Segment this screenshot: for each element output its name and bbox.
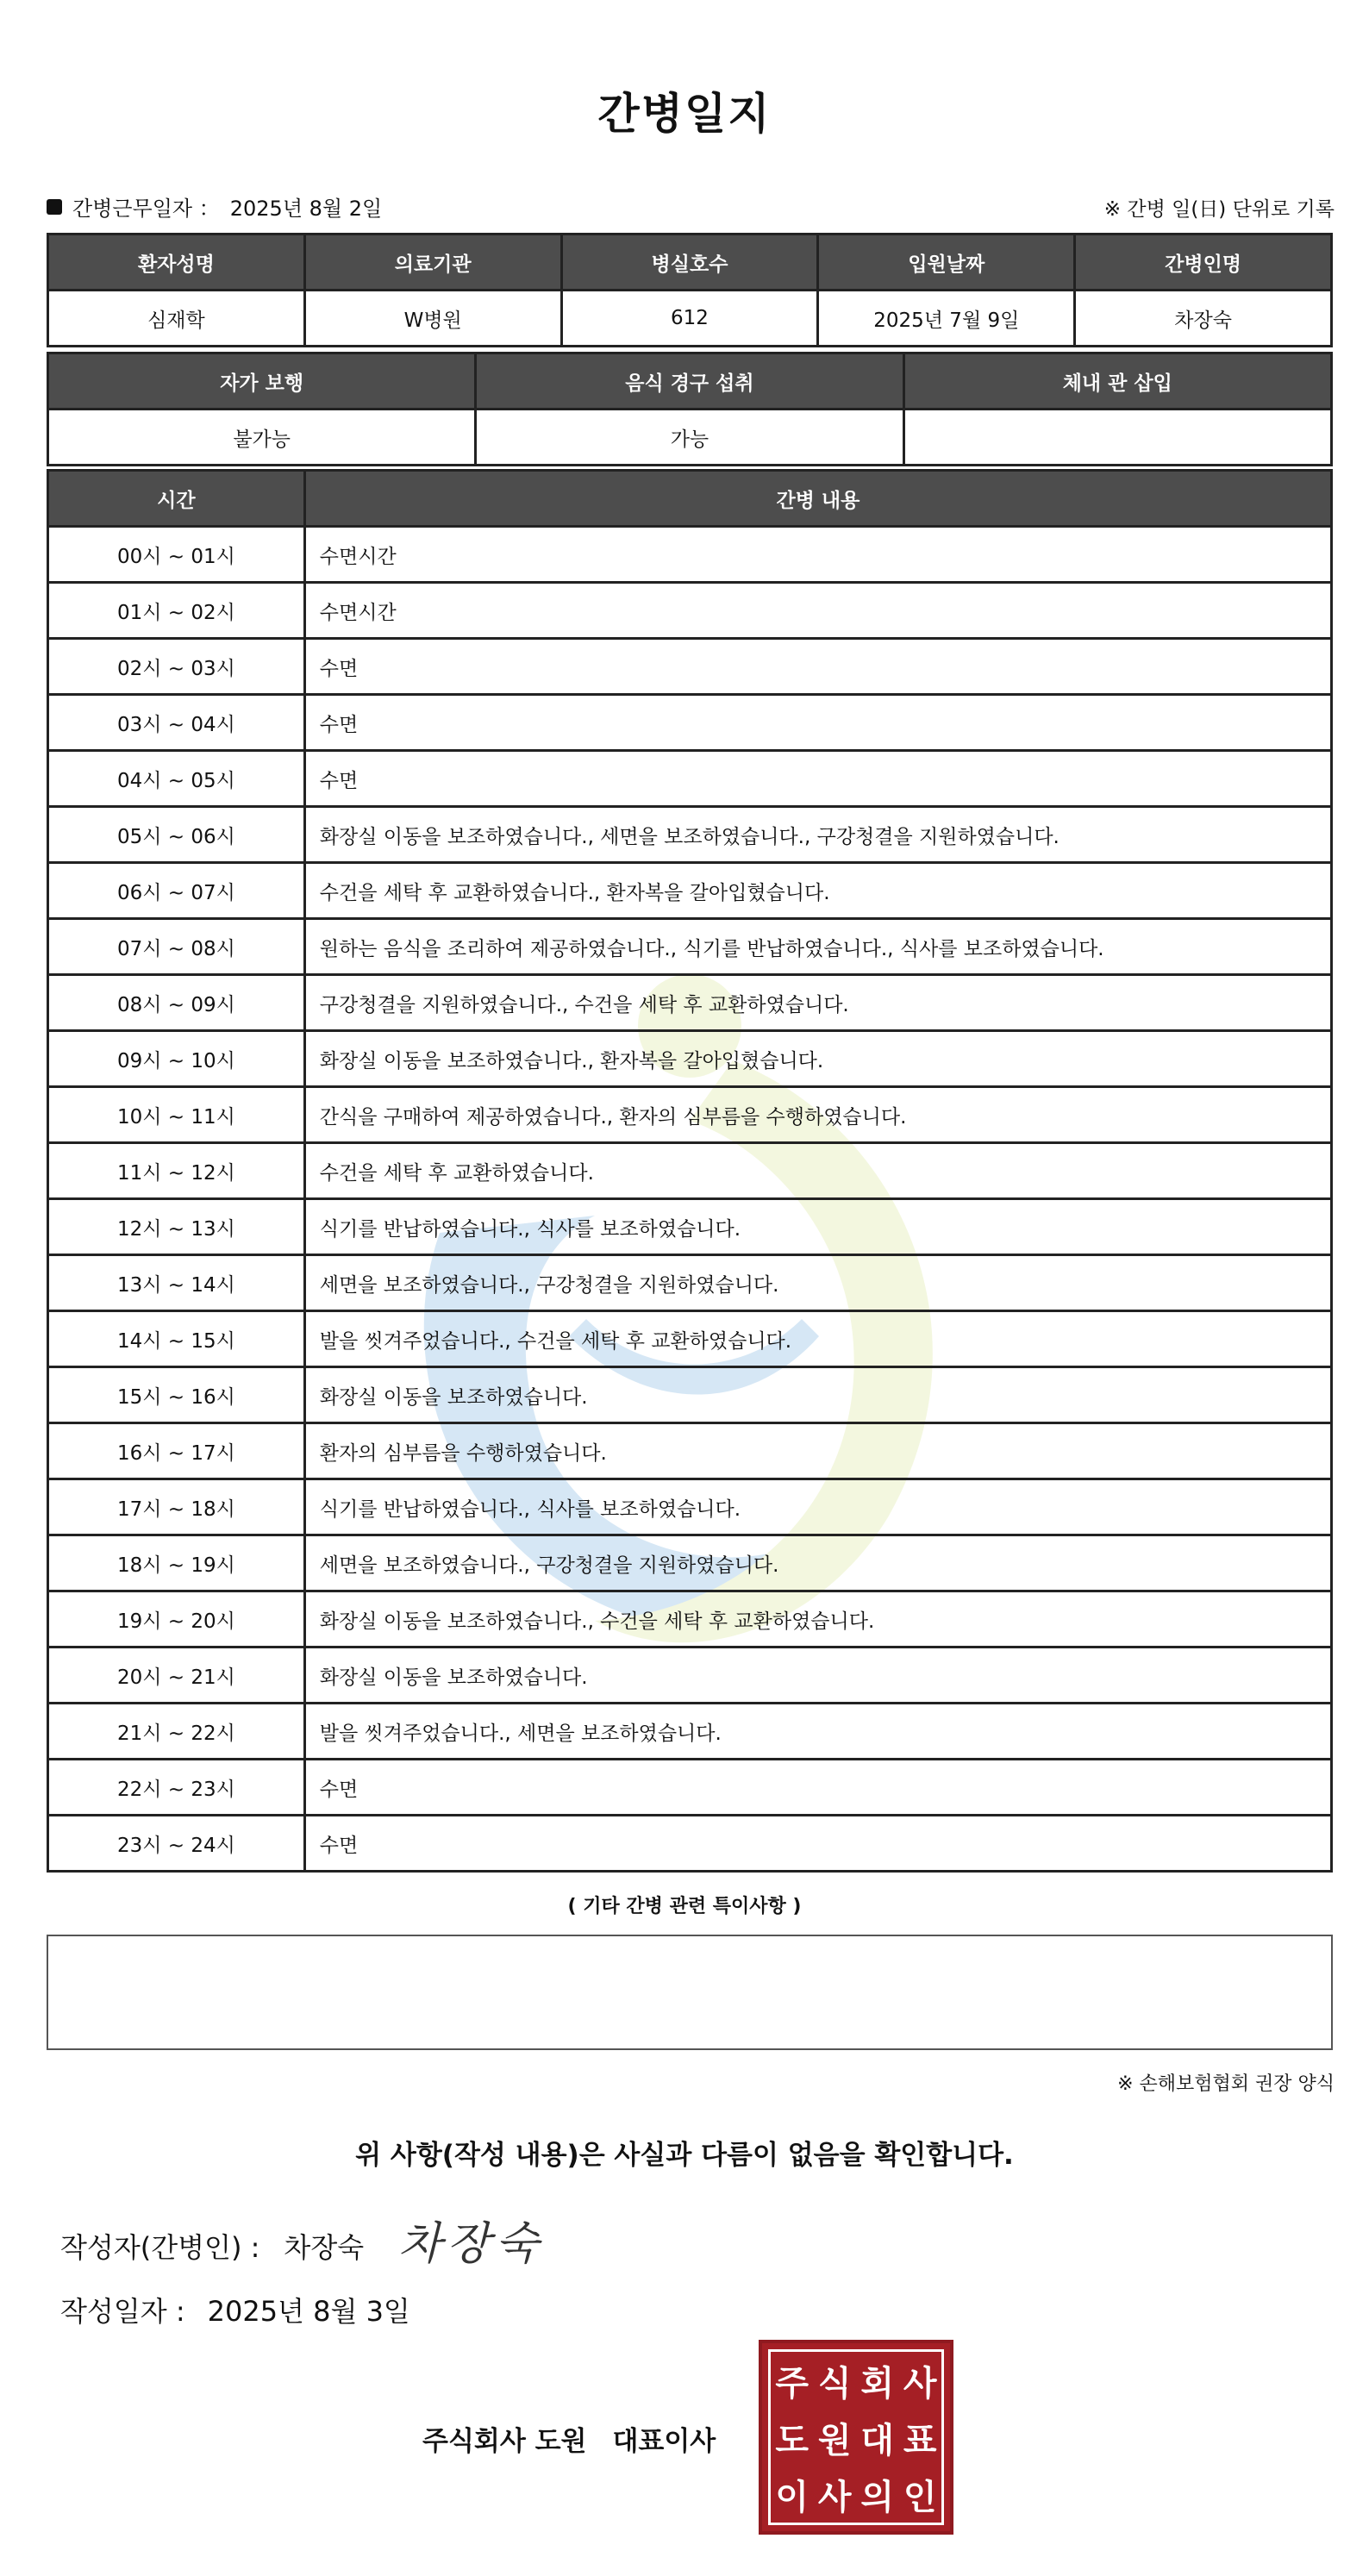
writer-line: [60, 2226, 364, 2266]
patient-status-table: [47, 352, 1333, 466]
admission-date: 2025년 7월 9일: [818, 291, 1075, 347]
seal-inner-border: [768, 2349, 944, 2525]
log-time: 17시 ~ 18시: [48, 1479, 305, 1535]
log-content: 수면시간: [304, 527, 1331, 583]
table-row: [48, 1311, 1332, 1367]
log-content: 수면시간: [304, 583, 1331, 639]
room-number: 612: [561, 291, 818, 347]
care-log-table: [47, 469, 1333, 1873]
seal-character: 표: [903, 2420, 937, 2460]
header-patient-name: 환자성명: [48, 234, 305, 291]
seal-character: 인: [903, 2477, 937, 2517]
seal-character: 대: [860, 2420, 895, 2460]
table-row: [48, 1199, 1332, 1255]
header-caregiver: 간병인명: [1075, 234, 1332, 291]
table-row: [48, 583, 1332, 639]
seal-character: 회: [860, 2363, 895, 2404]
log-content: 발을 씻겨주었습니다., 세면을 보조하였습니다.: [304, 1704, 1331, 1760]
log-content: 환자의 심부름을 수행하였습니다.: [304, 1423, 1331, 1479]
work-date-value: 2025년 8월 2일: [229, 197, 383, 221]
patient-value-row: [48, 291, 1332, 347]
table-row: [48, 1031, 1332, 1087]
seal-character: 의: [860, 2477, 895, 2517]
writer-label: 작성자(간병인) :: [60, 2231, 260, 2264]
log-content: 구강청결을 지원하였습니다., 수건을 세탁 후 교환하였습니다.: [304, 975, 1331, 1031]
company-line: [422, 2419, 716, 2458]
log-content: 수건을 세탁 후 교환하였습니다., 환자복을 갈아입혔습니다.: [304, 863, 1331, 919]
table-row: [48, 1816, 1332, 1872]
seal-character: 이: [775, 2477, 810, 2517]
log-content: 발을 씻겨주었습니다., 수건을 세탁 후 교환하였습니다.: [304, 1311, 1331, 1367]
tube-insertion-value: [903, 410, 1331, 466]
table-row: [48, 1423, 1332, 1479]
log-content: 식기를 반납하였습니다., 식사를 보조하였습니다.: [304, 1199, 1331, 1255]
hospital-name: W병원: [304, 291, 561, 347]
table-row: [48, 863, 1332, 919]
caregiver-name: 차장숙: [1075, 291, 1332, 347]
page-title: 간병일지: [597, 89, 772, 139]
written-date-label: 작성일자 :: [60, 2295, 185, 2328]
written-date-line: [60, 2290, 410, 2329]
log-time: 23시 ~ 24시: [48, 1816, 305, 1872]
patient-info-table: [47, 233, 1333, 347]
table-row: [48, 1479, 1332, 1535]
seal-character: 원: [817, 2420, 852, 2460]
seal-character: 식: [817, 2363, 852, 2404]
log-time: 18시 ~ 19시: [48, 1535, 305, 1591]
log-content: 세면을 보조하였습니다., 구강청결을 지원하였습니다.: [304, 1255, 1331, 1311]
log-content: 화장실 이동을 보조하였습니다.: [304, 1367, 1331, 1423]
seal-character: 주: [775, 2363, 810, 2404]
log-time: 20시 ~ 21시: [48, 1648, 305, 1704]
company-seal: [759, 2340, 953, 2535]
log-time: 19시 ~ 20시: [48, 1591, 305, 1648]
table-row: [48, 1535, 1332, 1591]
written-date-value: 2025년 8월 3일: [207, 2295, 410, 2328]
company-title: 대표이사: [612, 2426, 716, 2457]
log-time: 03시 ~ 04시: [48, 695, 305, 751]
table-row: [48, 751, 1332, 807]
log-time: 14시 ~ 15시: [48, 1311, 305, 1367]
seal-character: 도: [775, 2420, 810, 2460]
header-care-content: 간병 내용: [304, 471, 1331, 527]
notes-title: ( 기타 간병 관련 특이사항 ): [567, 1896, 802, 1917]
footer-note: ※ 손해보험협회 권장 양식: [1117, 2073, 1335, 2095]
log-content: 식기를 반납하였습니다., 식사를 보조하였습니다.: [304, 1479, 1331, 1535]
log-time: 12시 ~ 13시: [48, 1199, 305, 1255]
table-row: [48, 919, 1332, 975]
log-time: 13시 ~ 14시: [48, 1255, 305, 1311]
table-row: [48, 1255, 1332, 1311]
log-time: 10시 ~ 11시: [48, 1087, 305, 1143]
log-time: 00시 ~ 01시: [48, 527, 305, 583]
table-row: [48, 639, 1332, 695]
oral-intake-value: 가능: [476, 410, 903, 466]
log-content: 수면: [304, 751, 1331, 807]
header-admission-date: 입원날짜: [818, 234, 1075, 291]
log-time: 15시 ~ 16시: [48, 1367, 305, 1423]
log-time: 05시 ~ 06시: [48, 807, 305, 863]
patient-name: 심재학: [48, 291, 305, 347]
header-room: 병실호수: [561, 234, 818, 291]
log-time: 21시 ~ 22시: [48, 1704, 305, 1760]
work-date-label: 간병근무일자 ：: [72, 197, 220, 221]
seal-character: 사: [903, 2363, 937, 2404]
header-oral-intake: 음식 경구 섭취: [476, 353, 903, 410]
log-time: 02시 ~ 03시: [48, 639, 305, 695]
log-time: 11시 ~ 12시: [48, 1143, 305, 1199]
log-time: 16시 ~ 17시: [48, 1423, 305, 1479]
status-header-row: [48, 353, 1332, 410]
log-content: 화장실 이동을 보조하였습니다., 수건을 세탁 후 교환하였습니다.: [304, 1591, 1331, 1648]
writer-name: 차장숙: [284, 2231, 365, 2264]
log-content: 수면: [304, 1760, 1331, 1816]
company-name: 주식회사 도원: [422, 2426, 587, 2457]
log-time: 09시 ~ 10시: [48, 1031, 305, 1087]
log-content: 세면을 보조하였습니다., 구강청결을 지원하였습니다.: [304, 1535, 1331, 1591]
table-row: [48, 807, 1332, 863]
table-row: [48, 1704, 1332, 1760]
table-row: [48, 1087, 1332, 1143]
header-time: 시간: [48, 471, 305, 527]
header-self-walking: 자가 보행: [48, 353, 476, 410]
log-content: 수면: [304, 639, 1331, 695]
log-content: 수면: [304, 1816, 1331, 1872]
log-content: 화장실 이동을 보조하였습니다.: [304, 1648, 1331, 1704]
log-content: 원하는 음식을 조리하여 제공하였습니다., 식기를 반납하였습니다., 식사를 보조하였습니다.: [304, 919, 1331, 975]
patient-header-row: [48, 234, 1332, 291]
log-time: 04시 ~ 05시: [48, 751, 305, 807]
log-content: 수건을 세탁 후 교환하였습니다.: [304, 1143, 1331, 1199]
log-content: 화장실 이동을 보조하였습니다., 세면을 보조하였습니다., 구강청결을 지원하였습니다.: [304, 807, 1331, 863]
log-time: 07시 ~ 08시: [48, 919, 305, 975]
header-tube-insertion: 체내 관 삽입: [903, 353, 1331, 410]
handwritten-signature: 차장숙: [398, 2218, 544, 2270]
unit-note: ※ 간병 일(日) 단위로 기록: [1103, 198, 1335, 221]
notes-box: [47, 1935, 1333, 2050]
table-row: [48, 1367, 1332, 1423]
table-row: [48, 1760, 1332, 1816]
log-time: 06시 ~ 07시: [48, 863, 305, 919]
log-content: 화장실 이동을 보조하였습니다., 환자복을 갈아입혔습니다.: [304, 1031, 1331, 1087]
header-hospital: 의료기관: [304, 234, 561, 291]
table-row: [48, 1143, 1332, 1199]
status-value-row: [48, 410, 1332, 466]
table-row: [48, 975, 1332, 1031]
log-content: 간식을 구매하여 제공하였습니다., 환자의 심부름을 수행하였습니다.: [304, 1087, 1331, 1143]
log-content: 수면: [304, 695, 1331, 751]
log-time: 22시 ~ 23시: [48, 1760, 305, 1816]
self-walking-value: 불가능: [48, 410, 476, 466]
table-row: [48, 1591, 1332, 1648]
confirmation-statement: 위 사항(작성 내용)은 사실과 다름이 없음을 확인합니다.: [355, 2140, 1014, 2171]
work-date-line: [47, 191, 382, 222]
log-time: 08시 ~ 09시: [48, 975, 305, 1031]
table-row: [48, 695, 1332, 751]
log-header-row: [48, 471, 1332, 527]
log-time: 01시 ~ 02시: [48, 583, 305, 639]
square-bullet-icon: [47, 199, 62, 215]
seal-character: 사: [817, 2477, 852, 2517]
table-row: [48, 527, 1332, 583]
table-row: [48, 1648, 1332, 1704]
